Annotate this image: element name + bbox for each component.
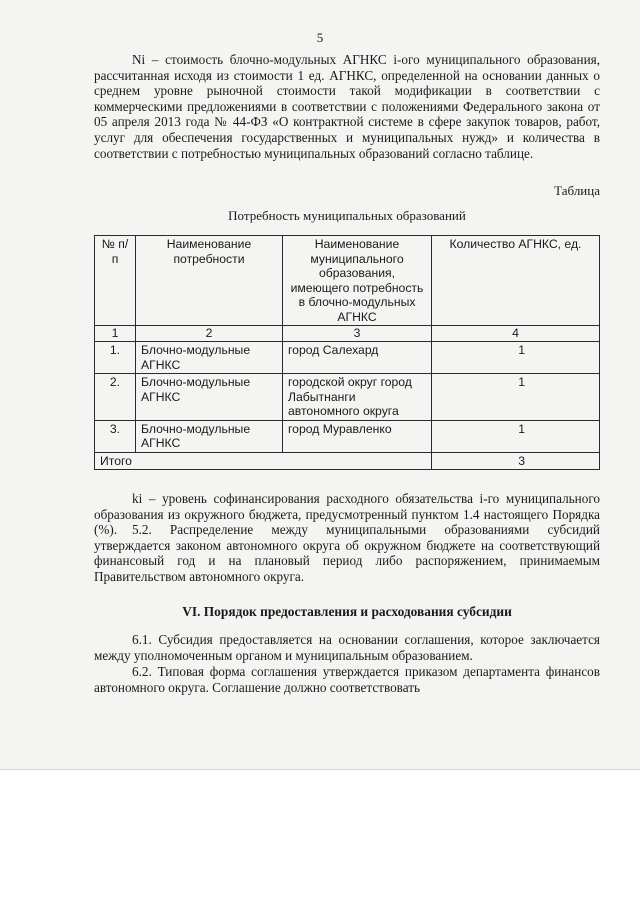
paragraph-6-1: 6.1. Субсидия предоставляется на основании соглашения, которое заключается между уполномоченным органом и муниципальным образованием. [94, 632, 600, 663]
header-need: Наименование потребности [136, 236, 283, 326]
row-need: Блочно-модульные АГНКС [136, 374, 283, 421]
table-total-row [95, 452, 600, 470]
header-municipality: Наименование муниципального образования, имеющего потребность в блочно-модульных АГНКС [283, 236, 432, 326]
total-label: Итого [95, 452, 432, 470]
header-quantity: Количество АГНКС, ед. [432, 236, 600, 326]
row-need: Блочно-модульные АГНКС [136, 420, 283, 452]
row-municipality: городской округ город Лабытнанги автономного округа [283, 374, 432, 421]
column-number: 1 [95, 326, 136, 342]
column-number: 2 [136, 326, 283, 342]
needs-table [94, 235, 600, 470]
row-municipality: город Салехард [283, 342, 432, 374]
table-label: Таблица [554, 183, 600, 198]
row-municipality: город Муравленко [283, 420, 432, 452]
header-num: № п/п [95, 236, 136, 326]
table-header-row [95, 236, 600, 326]
blank-area [0, 770, 640, 905]
section-heading: VI. Порядок предоставления и расходования субсидии [182, 604, 512, 619]
total-quantity: 3 [432, 452, 600, 470]
table-row [95, 342, 600, 374]
row-quantity: 1 [432, 374, 600, 421]
row-num: 2. [95, 374, 136, 421]
paragraph-k-definition: ki – уровень софинансирования расходного обязательства i-го муниципального образования из окружного бюджета, предусмотренный пунктом 1.4 настоящего Порядка (%). [94, 491, 600, 538]
row-quantity: 1 [432, 420, 600, 452]
paragraph-5-2: 5.2. Распределение между муниципальными образованиями субсидий утверждается законом автономного округа об окружном бюджете на соответствующий финансовый год и на плановый период либо распоряжением, принимаемым Правительством автономного округа. [94, 522, 600, 584]
column-number-row [95, 326, 600, 342]
paragraph-n-definition: Ni – стоимость блочно-модульных АГНКС i-ого муниципального образования, рассчитанная исходя из стоимости 1 ед. АГНКС, определенной на основании данных о среднем уровне рыночной стоимости такой модификации в соответствии с коммерческими предложениями в соответствии с положениями Федерального закона от 05 апреля 2013 года № 44-ФЗ «О контрактной системе в сфере закупок товаров, работ, услуг для обеспечения государственных и муниципальных нужд» и количества в соответствии с потребностью муниципальных образований согласно таблице. [94, 52, 600, 161]
table-row [95, 374, 600, 421]
table-row [95, 420, 600, 452]
column-number: 3 [283, 326, 432, 342]
row-need: Блочно-модульные АГНКС [136, 342, 283, 374]
row-quantity: 1 [432, 342, 600, 374]
row-num: 3. [95, 420, 136, 452]
row-num: 1. [95, 342, 136, 374]
page-number: 5 [316, 30, 324, 45]
column-number: 4 [432, 326, 600, 342]
paragraph-6-2: 6.2. Типовая форма соглашения утверждается приказом департамента финансов автономного округа. Соглашение должно соответствовать [94, 664, 600, 695]
table-title: Потребность муниципальных образований [228, 208, 466, 223]
